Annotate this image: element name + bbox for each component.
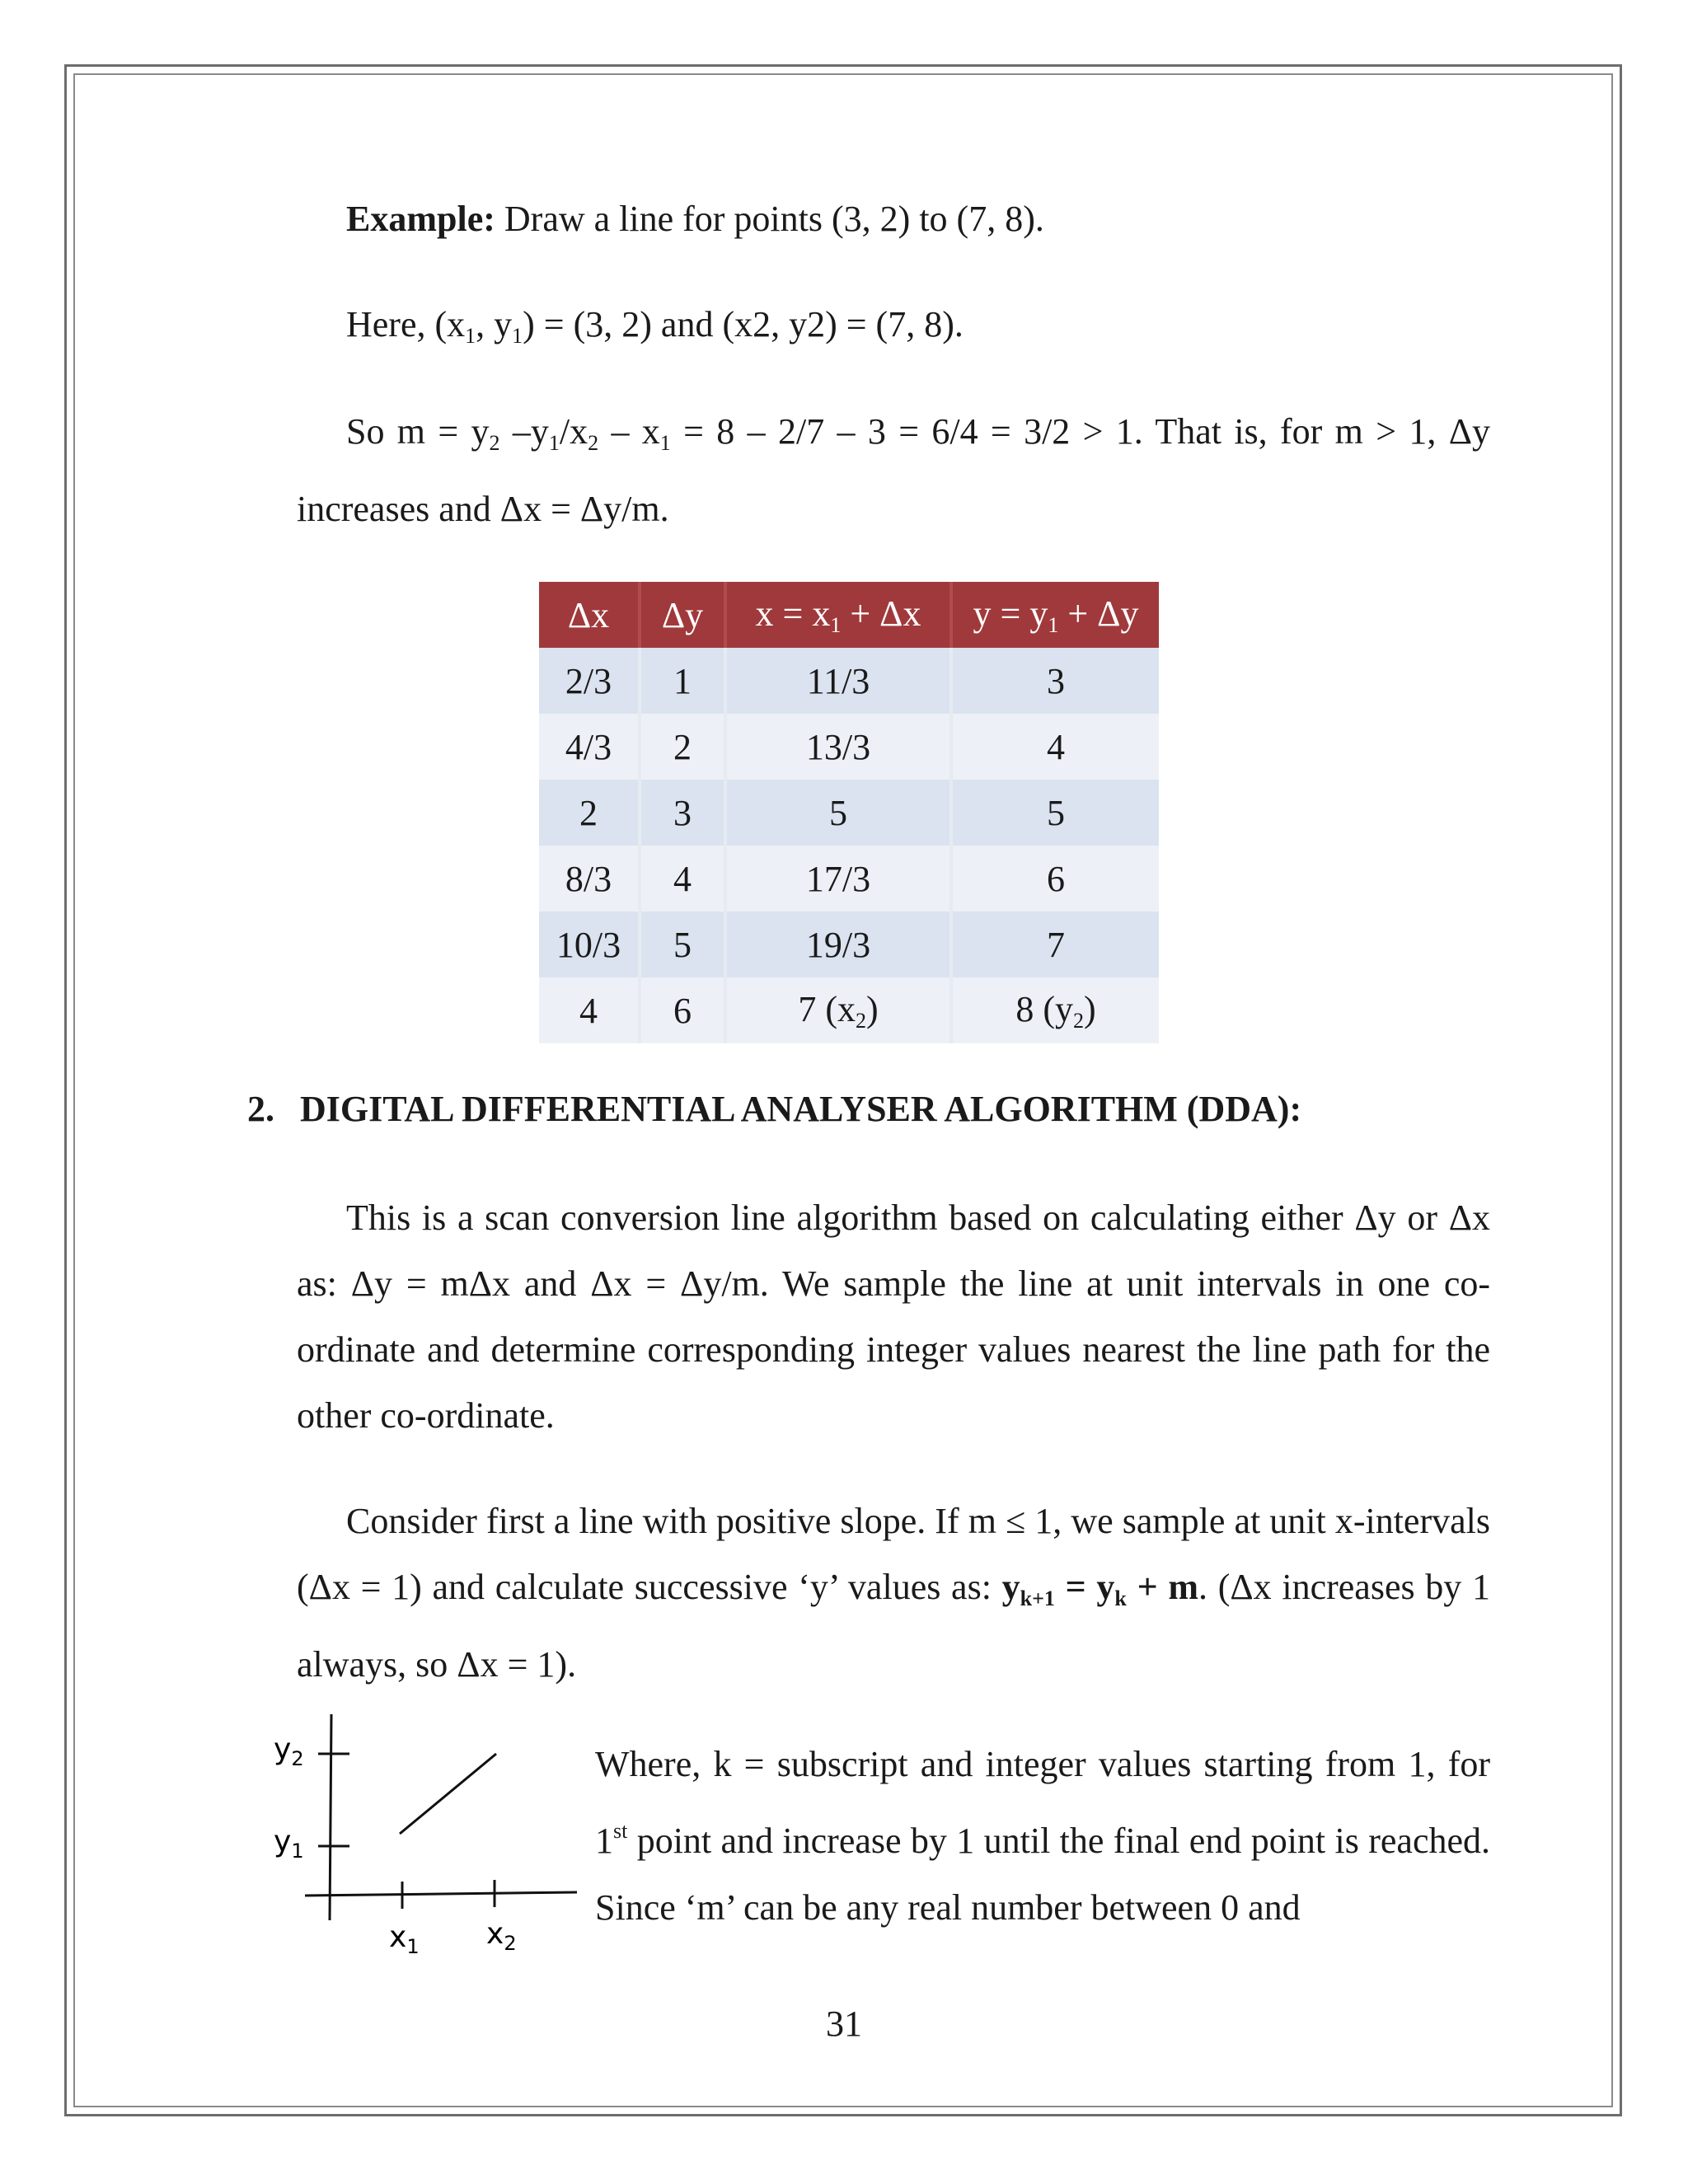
section-number: 2.: [247, 1089, 274, 1129]
x2-label: $x_2$: [486, 1917, 517, 1955]
header-x: $x = x_1 + \Delta x$: [725, 582, 951, 648]
example-text: Draw a line for points (3, 2) to (7, 8).: [495, 199, 1044, 239]
table-row: 2 3 5 5: [539, 780, 1159, 846]
table-row: 10/3 5 19/3 7: [539, 912, 1159, 977]
header-y: $y = y_1 + \Delta y$: [951, 582, 1159, 648]
table-row: 8/3 4 17/3 6: [539, 846, 1159, 912]
x1-label: $x_1$: [389, 1920, 420, 1958]
y1-label: $y_1$: [274, 1825, 304, 1863]
table-row: 2/3 1 11/3 3: [539, 648, 1159, 714]
table-row: 4/3 2 13/3 4: [539, 714, 1159, 780]
header-dx: Δx: [539, 582, 640, 648]
table-header-row: [539, 582, 1159, 648]
plotted-line: [400, 1754, 496, 1834]
line-diagram: [264, 1714, 593, 1974]
section-title: DIGITAL DIFFERENTIAL ANALYSER ALGORITHM (DDA):: [300, 1089, 1302, 1129]
dda-paragraph: This is a scan conversion line algorithm based on calculating either Δy or Δx as: Δy = mΔx and Δx = Δy/m. We sample the line at unit intervals in one co-ordinate and determine corresponding integer values nearest the line path for the other co-ordinate.: [297, 1197, 1490, 1436]
y-axis: [330, 1714, 331, 1920]
where-paragraph: Where, k = subscript and integer values starting from 1, for 1st point and increase by 1 until the final end point is reached. Since ‘m’ can be any real number between 0 and: [595, 1744, 1490, 1928]
example-label: Example:: [346, 199, 495, 239]
here-line: Here, ($x_1$, $y_1) = (3$, 2) and (x2, y2) = (7, 8).: [346, 304, 964, 348]
header-dy: Δy: [640, 582, 725, 648]
table-row: 4 6 7 $(x_2)$ 8 $(y_2)$: [539, 977, 1159, 1043]
y2-label: $y_2$: [274, 1732, 304, 1770]
page-number: 31: [826, 2004, 862, 2044]
x-axis: [305, 1892, 577, 1896]
slope-paragraph: So $m = y_2$ $-y_1/x_2 - x_1 = 8 - 2/7 - 3 = 6/4 = 3/2 > 1$. That is, for m > 1, Δy increases and Δx = Δy/m.: [297, 411, 1490, 529]
example-line: [346, 198, 1044, 240]
dda-steps-table: [539, 582, 1159, 1043]
positive-slope-paragraph: Consider first a line with positive slope. If m ≤ 1, we sample at unit x-intervals (Δx = 1) and calculate successive ‘y’ values as: $y_{k+1} = y_k + m$. (Δx increases by 1 always, so Δx = 1).: [297, 1501, 1490, 1685]
